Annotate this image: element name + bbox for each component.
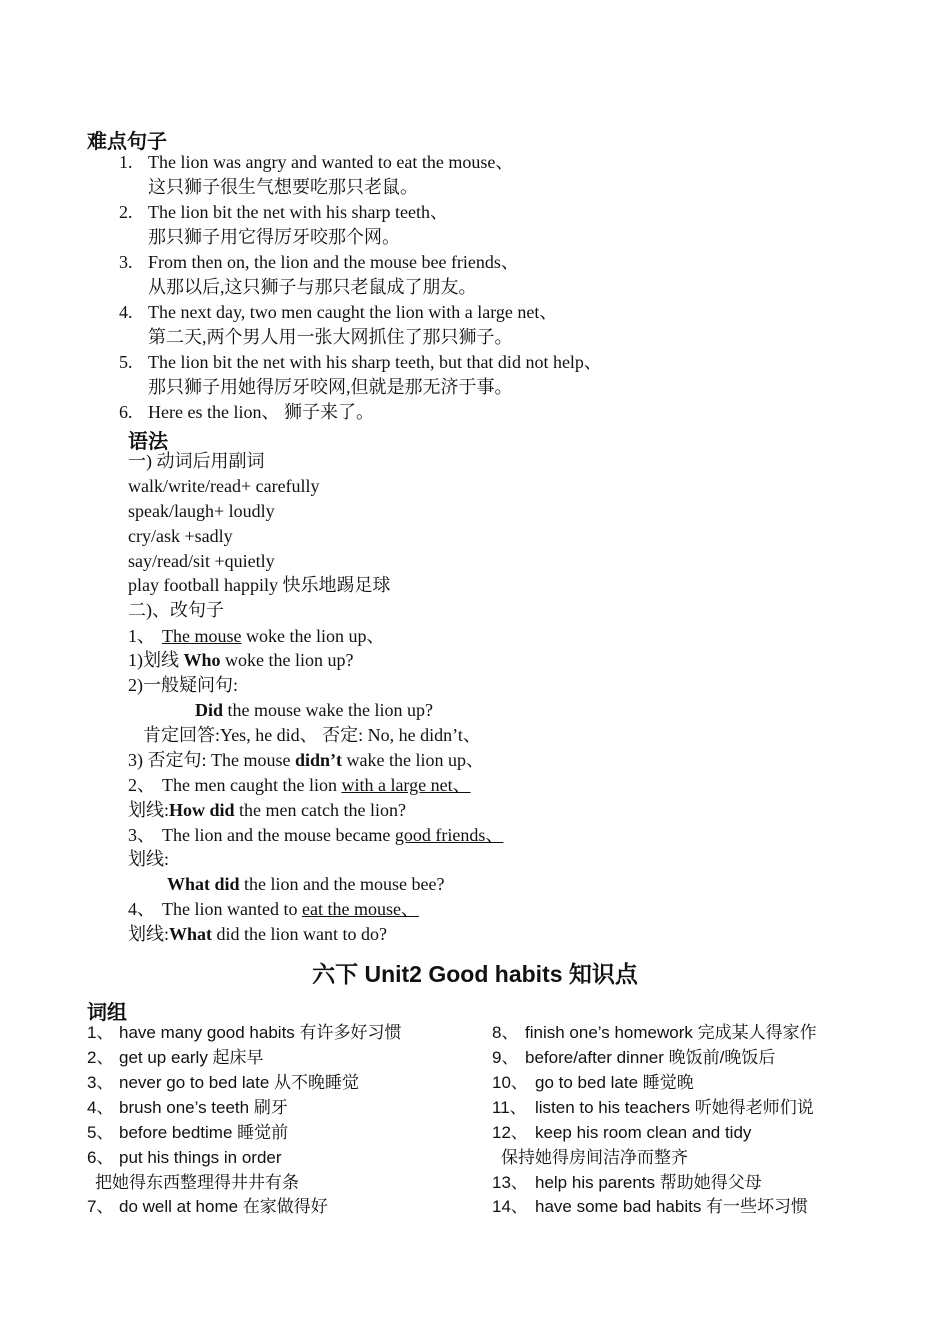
phrase-2: 2、 get up early 起床早 — [87, 1048, 264, 1067]
sentence-5-en: 5. The lion bit the net with his sharp teeth, but that did not help、 — [119, 352, 602, 372]
phrase-11: 11、 listen to his teachers 听她得老师们说 — [492, 1098, 814, 1117]
exercise-1-q2-label: 2)一般疑问句: — [128, 675, 238, 695]
sentence-3-en: 3. From then on, the lion and the mouse bee friends、 — [119, 252, 519, 272]
exercise-2: 2、 The men caught the lion with a large net、 — [128, 775, 471, 795]
phrase-12-zh: 保持她得房间洁净而整齐 — [501, 1148, 688, 1167]
sentence-4-zh: 第二天,两个男人用一张大网抓住了那只狮子。 — [148, 327, 513, 347]
sentence-1-zh: 这只狮子很生气想要吃那只老鼠。 — [148, 177, 418, 197]
sentence-6-en: 6. Here es the lion、 狮子来了。 — [119, 402, 374, 422]
exercise-1: 1、 The mouse woke the lion up、 — [128, 626, 385, 646]
phrase-5: 5、 before bedtime 睡觉前 — [87, 1123, 289, 1142]
exercise-3-q-label: 划线: — [128, 849, 170, 869]
sentence-3-zh: 从那以后,这只狮子与那只老鼠成了朋友。 — [148, 277, 477, 297]
phrase-14: 14、 have some bad habits 有一些坏习惯 — [492, 1197, 809, 1216]
sentence-2-zh: 那只狮子用它得厉牙咬那个网。 — [148, 227, 400, 247]
adverb-item-2: speak/laugh+ loudly — [128, 501, 275, 521]
exercise-4: 4、 The lion wanted to eat the mouse、 — [128, 899, 419, 919]
phrase-7: 7、 do well at home 在家做得好 — [87, 1197, 328, 1216]
phrase-4: 4、 brush one’s teeth 刷牙 — [87, 1098, 288, 1117]
exercise-3: 3、 The lion and the mouse became good friends、 — [128, 825, 504, 845]
phrase-13: 13、 help his parents 帮助她得父母 — [492, 1173, 762, 1192]
sentence-2-en: 2. The lion bit the net with his sharp teeth、 — [119, 202, 448, 222]
sentence-4-en: 4. The next day, two men caught the lion with a large net、 — [119, 302, 558, 322]
phrase-6-zh: 把她得东西整理得井井有条 — [95, 1173, 299, 1192]
adverb-item-5: play football happily 快乐地踢足球 — [128, 575, 391, 595]
phrase-1: 1、 have many good habits 有许多好习惯 — [87, 1023, 402, 1042]
unit-title: 六下 Unit2 Good habits 知识点 — [312, 961, 638, 987]
exercise-1-q3: 3) 否定句: The mouse didn’t wake the lion up、 — [128, 750, 484, 770]
sentence-1-en: 1. The lion was angry and wanted to eat the mouse、 — [119, 152, 514, 172]
grammar-heading: 语法 — [128, 431, 168, 453]
phrase-6: 6、 put his things in order — [87, 1148, 282, 1167]
phrase-12: 12、 keep his room clean and tidy — [492, 1123, 752, 1142]
phrase-10: 10、 go to bed late 睡觉晚 — [492, 1073, 694, 1092]
exercise-2-q: 划线:How did the men catch the lion? — [128, 800, 406, 820]
grammar-part2-title: 二)、改句子 — [128, 600, 224, 620]
phrases-heading: 词组 — [87, 1002, 127, 1024]
exercise-3-q: What did the lion and the mouse bee? — [167, 874, 445, 894]
sentence-5-zh: 那只狮子用她得厉牙咬网,但就是那无济于事。 — [148, 377, 513, 397]
grammar-part1-title: 一) 动词后用副词 — [128, 451, 265, 471]
sentences-heading: 难点句子 — [87, 131, 167, 153]
adverb-item-3: cry/ask +sadly — [128, 526, 233, 546]
adverb-item-1: walk/write/read+ carefully — [128, 476, 320, 496]
exercise-1-q2: Did the mouse wake the lion up? — [195, 700, 433, 720]
exercise-4-q: 划线:What did the lion want to do? — [128, 924, 388, 944]
phrase-9: 9、 before/after dinner 晚饭前/晚饭后 — [492, 1048, 776, 1067]
adverb-item-4: say/read/sit +quietly — [128, 551, 275, 571]
phrase-8: 8、 finish one’s homework 完成某人得家作 — [492, 1023, 817, 1042]
exercise-1-answer: 肯定回答:Yes, he did、 否定: No, he didn’t、 — [143, 725, 481, 745]
phrase-3: 3、 never go to bed late 从不晚睡觉 — [87, 1073, 360, 1092]
exercise-1-q1: 1)划线 Who woke the lion up? — [128, 650, 354, 670]
